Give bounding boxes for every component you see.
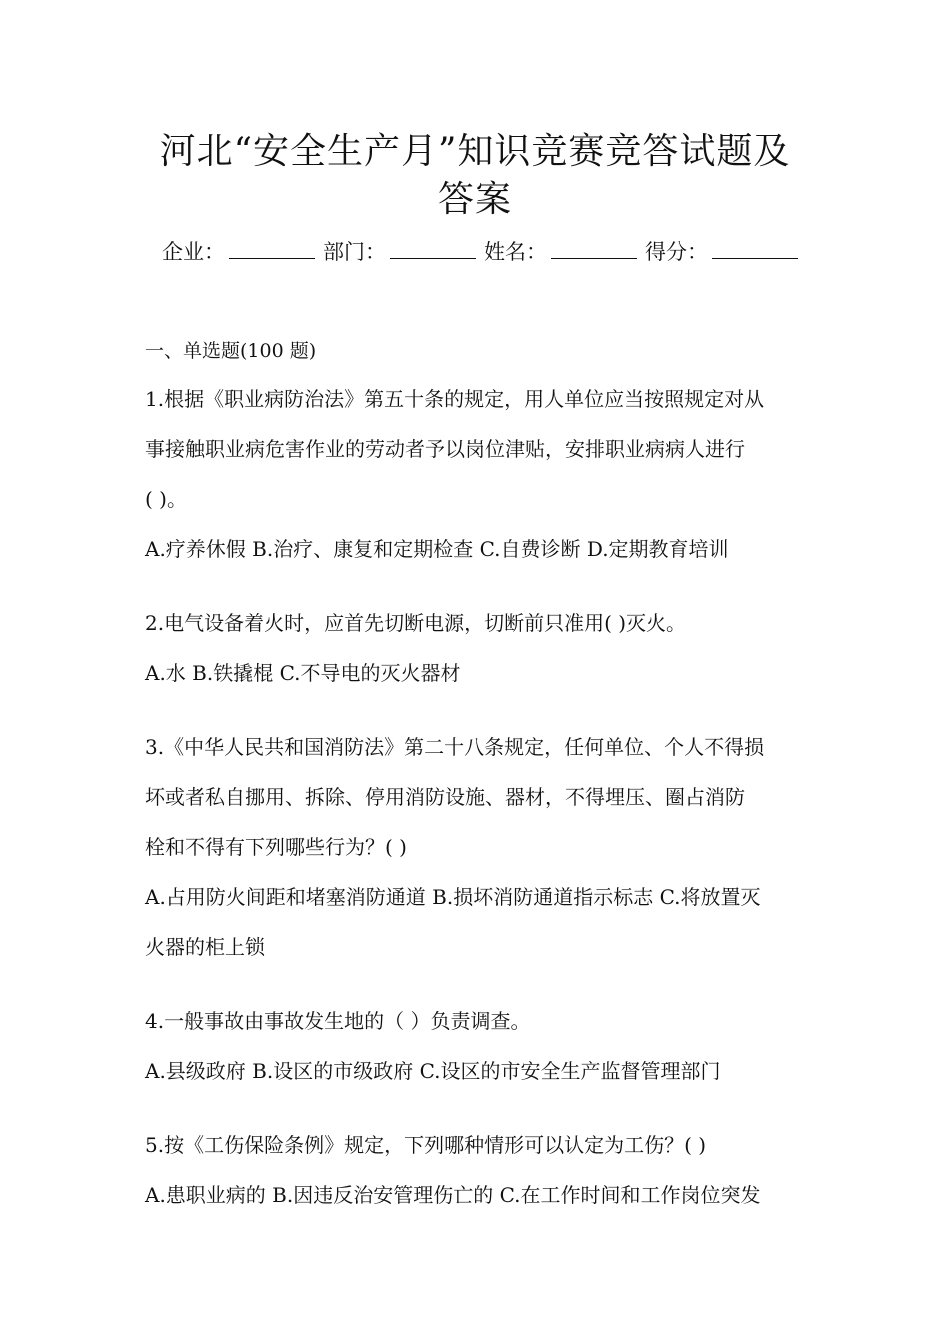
- question-3-line-1: 3.《中华人民共和国消防法》第二十八条规定，任何单位、个人不得损: [145, 735, 765, 759]
- score-field: [645, 236, 798, 267]
- question-2-options: A.水 B.铁撬棍 C.不导电的灭火器材: [145, 661, 461, 685]
- question-2-line-1: 2.电气设备着火时，应首先切断电源，切断前只准用( )灭火。: [145, 611, 687, 635]
- question-1-line-3: ( )。: [145, 487, 187, 511]
- question-1-options: A.疗养休假 B.治疗、康复和定期检查 C.自费诊断 D.定期教育培训: [145, 537, 729, 561]
- question-3-options-line-2: 火器的柜上锁: [145, 935, 265, 959]
- section-heading: 一、单选题(100 题): [145, 340, 317, 362]
- question-1-line-1: 1.根据《职业病防治法》第五十条的规定，用人单位应当按照规定对从: [145, 387, 765, 411]
- name-field: [484, 236, 637, 267]
- department-blank: [390, 236, 476, 259]
- title-line-1: 河北“安全生产月”知识竞赛竞答试题及: [159, 131, 791, 172]
- question-4-line-1: 4.一般事故由事故发生地的（ ）负责调查。: [145, 1009, 531, 1033]
- question-3-line-2: 坏或者私自挪用、拆除、停用消防设施、器材，不得埋压、圈占消防: [145, 785, 745, 809]
- company-field: [162, 236, 315, 267]
- name-blank: [551, 236, 637, 259]
- question-5-line-1: 5.按《工伤保险条例》规定，下列哪种情形可以认定为工伤？( ): [145, 1133, 707, 1157]
- score-blank: [712, 236, 798, 259]
- question-1-line-2: 事接触职业病危害作业的劳动者予以岗位津贴，安排职业病病人进行: [145, 437, 745, 461]
- title-line-2: 答案: [437, 179, 512, 220]
- name-label: 姓名：: [484, 240, 547, 264]
- document-title: [145, 128, 805, 224]
- company-label: 企业：: [162, 240, 225, 264]
- company-blank: [229, 236, 315, 259]
- question-3-line-3: 栓和不得有下列哪些行为？( ): [145, 835, 407, 859]
- question-4-options: A.县级政府 B.设区的市级政府 C.设区的市安全生产监督管理部门: [145, 1059, 721, 1083]
- info-fields-row: [162, 236, 802, 267]
- score-label: 得分：: [645, 240, 708, 264]
- department-field: [323, 236, 476, 267]
- question-3-options-line-1: A.占用防火间距和堵塞消防通道 B.损坏消防通道指示标志 C.将放置灭: [145, 885, 761, 909]
- question-5-options: A.患职业病的 B.因违反治安管理伤亡的 C.在工作时间和工作岗位突发: [145, 1183, 761, 1207]
- department-label: 部门：: [323, 240, 386, 264]
